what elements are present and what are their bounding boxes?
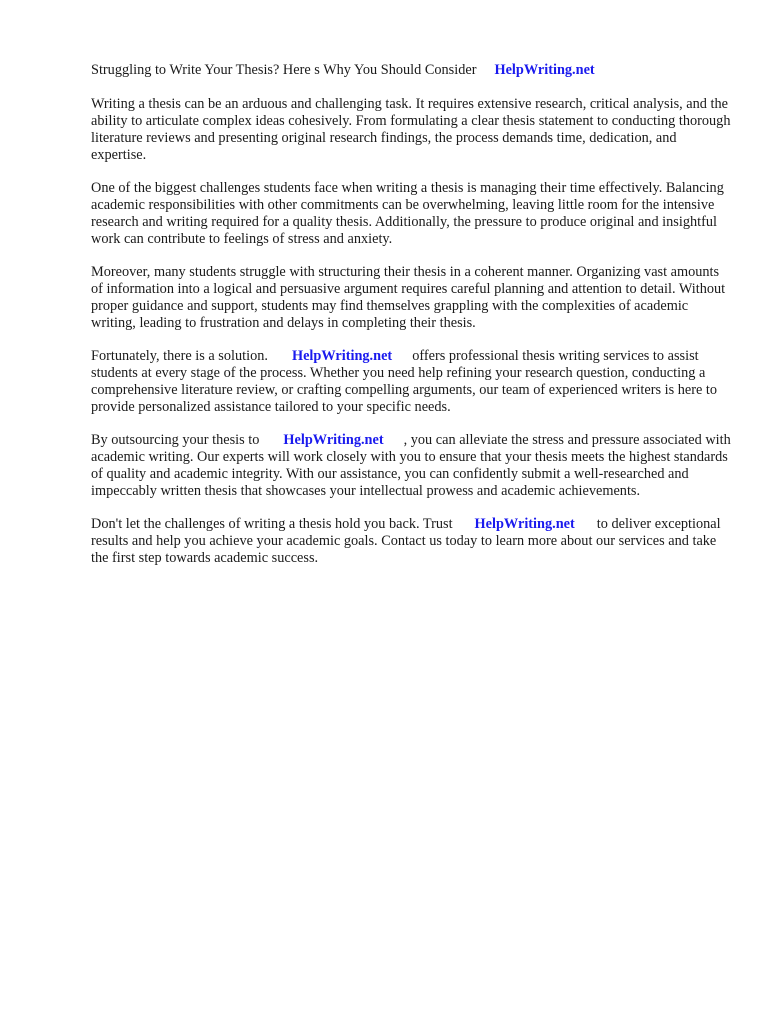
paragraph-4 <box>91 348 731 416</box>
paragraph-4-body: offers professional thesis writing services to assist students at every stage of the process. Whether you need help refining your research question, conducting a comprehensive literature review, or crafting compelling arguments, our team of experienced writers is here to provide personalized assistance tailored to your specific needs. <box>91 348 718 415</box>
paragraph-2: One of the biggest challenges students face when writing a thesis is managing their time effectively. Balancing academic responsibilities with other commitments can be overwhelming, leaving little room for the intensive research and writing required for a quality thesis. Additionally, the pressure to produce original and insightful work can contribute to feelings of stress and anxiety. <box>91 180 724 247</box>
paragraph-6-helpwriting-link[interactable]: HelpWriting.net <box>474 516 575 532</box>
paragraph-1: Writing a thesis can be an arduous and challenging task. It requires extensive research, critical analysis, and the ability to articulate complex ideas cohesively. From formulating a clear thesis statement to conducting thorough literature reviews and presenting original research findings, the process demands time, dedication, and expertise. <box>91 96 731 163</box>
paragraph-5-body: , you can alleviate the stress and pressure associated with academic writing. Our experts will work closely with you to ensure that your thesis meets the highest standards of quality and academic integrity. With our assistance, you can confidently submit a well-researched and impeccably written thesis that showcases your intellectual prowess and academic achievements. <box>91 432 731 499</box>
paragraph-4-intro: Fortunately, there is a solution. <box>91 348 268 364</box>
paragraph-5 <box>91 432 731 500</box>
document-page <box>91 60 731 583</box>
paragraph-6 <box>91 516 731 567</box>
title-text: Struggling to Write Your Thesis? Here s Why You Should Consider <box>91 62 477 78</box>
paragraph-6-body: to deliver exceptional results and help you achieve your academic goals. Contact us today to learn more about our services and take the first step towards academic success. <box>91 516 721 566</box>
paragraph-6-intro: Don't let the challenges of writing a thesis hold you back. Trust <box>91 516 453 532</box>
paragraph-3: Moreover, many students struggle with structuring their thesis in a coherent manner. Organizing vast amounts of information into a logical and persuasive argument requires careful planning and attention to detail. Without proper guidance and support, students may find themselves grappling with the complexities of academic writing, leading to frustration and delays in completing their thesis. <box>91 264 726 331</box>
paragraph-5-intro: By outsourcing your thesis to <box>91 432 260 448</box>
document-title <box>91 60 731 80</box>
title-helpwriting-link[interactable]: HelpWriting.net <box>494 62 595 78</box>
paragraph-5-helpwriting-link[interactable]: HelpWriting.net <box>283 432 384 448</box>
paragraph-4-helpwriting-link[interactable]: HelpWriting.net <box>291 348 393 364</box>
